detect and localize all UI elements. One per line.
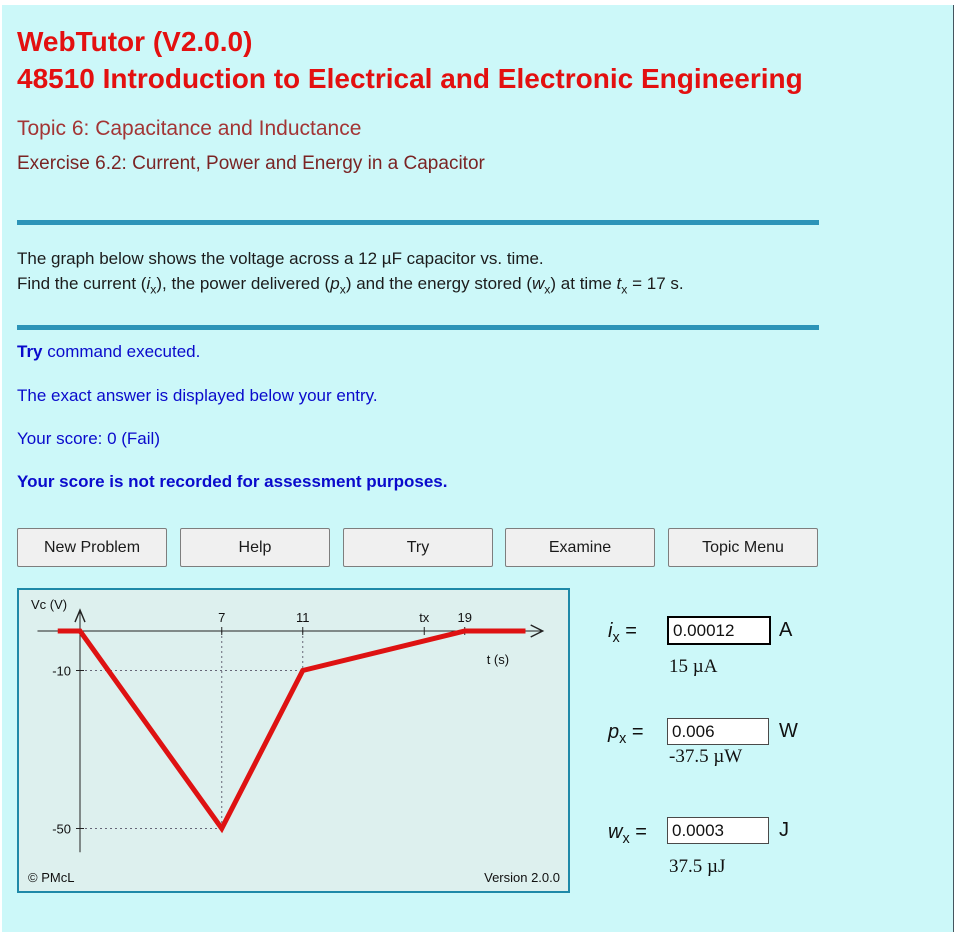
- new-problem-button[interactable]: New Problem: [17, 528, 167, 567]
- exact-answer-ix: 15 µA: [669, 656, 718, 677]
- voltage-chart: [19, 590, 568, 891]
- wx-input[interactable]: [667, 817, 769, 844]
- voltage-curve: [58, 631, 526, 829]
- problem-line-1: The graph below shows the voltage across a 12 µF capacitor vs. time.: [17, 249, 544, 268]
- px-input[interactable]: [667, 718, 769, 745]
- problem-line-2: Find the current $(i_x)$, the power delivered $(p_x)$ and the energy stored $(w_x)$ at time $t_x = 17$ s.: [17, 274, 684, 297]
- problem-statement: [17, 246, 837, 302]
- wx-label: $w_x$ =: [608, 821, 647, 847]
- webtutor-page: [2, 5, 954, 932]
- x-tick-label: tx: [419, 610, 430, 625]
- y-axis-label: Vc (V): [31, 597, 68, 612]
- app-title-line: WebTutor (V2.0.0): [17, 26, 253, 57]
- x-tick-label: 11: [296, 610, 310, 625]
- status-exact-answer: The exact answer is displayed below your entry.: [17, 386, 378, 405]
- voltage-time-graph: [17, 588, 570, 893]
- status-not-recorded-notice: Your score is not recorded for assessment purposes.: [17, 472, 448, 491]
- x-tick-label: 7: [218, 610, 226, 625]
- divider-top: [17, 220, 819, 225]
- chart-credit: © PMcL: [28, 870, 75, 885]
- exact-answer-wx: 37.5 µJ: [669, 856, 726, 877]
- status-try-executed: Try command executed.: [17, 342, 201, 361]
- wx-unit: J: [779, 819, 789, 841]
- examine-button[interactable]: Examine: [505, 528, 655, 567]
- px-label: $p_x$ =: [608, 721, 644, 747]
- topic-heading: Topic 6: Capacitance and Inductance: [17, 117, 362, 140]
- chart-version: Version 2.0.0: [484, 870, 560, 885]
- exact-answer-px: -37.5 µW: [669, 746, 743, 767]
- ix-label: $i_x$ =: [608, 620, 637, 646]
- help-button[interactable]: Help: [180, 528, 330, 567]
- try-button[interactable]: Try: [343, 528, 493, 567]
- course-title-line: 48510 Introduction to Electrical and Electronic Engineering: [17, 63, 803, 94]
- y-tick-label: -10: [52, 663, 71, 679]
- page-title: [17, 23, 862, 97]
- y-tick-label: -50: [52, 821, 71, 837]
- ix-input[interactable]: [667, 616, 771, 645]
- x-tick-label: 19: [457, 610, 472, 625]
- divider-bottom: [17, 325, 819, 330]
- x-axis-label: t (s): [486, 652, 510, 667]
- status-score: Your score: 0 (Fail): [17, 429, 160, 448]
- topic-menu-button[interactable]: Topic Menu: [668, 528, 818, 567]
- px-unit: W: [779, 720, 798, 742]
- ix-unit: A: [779, 619, 793, 641]
- exercise-heading: Exercise 6.2: Current, Power and Energy in a Capacitor: [17, 153, 485, 174]
